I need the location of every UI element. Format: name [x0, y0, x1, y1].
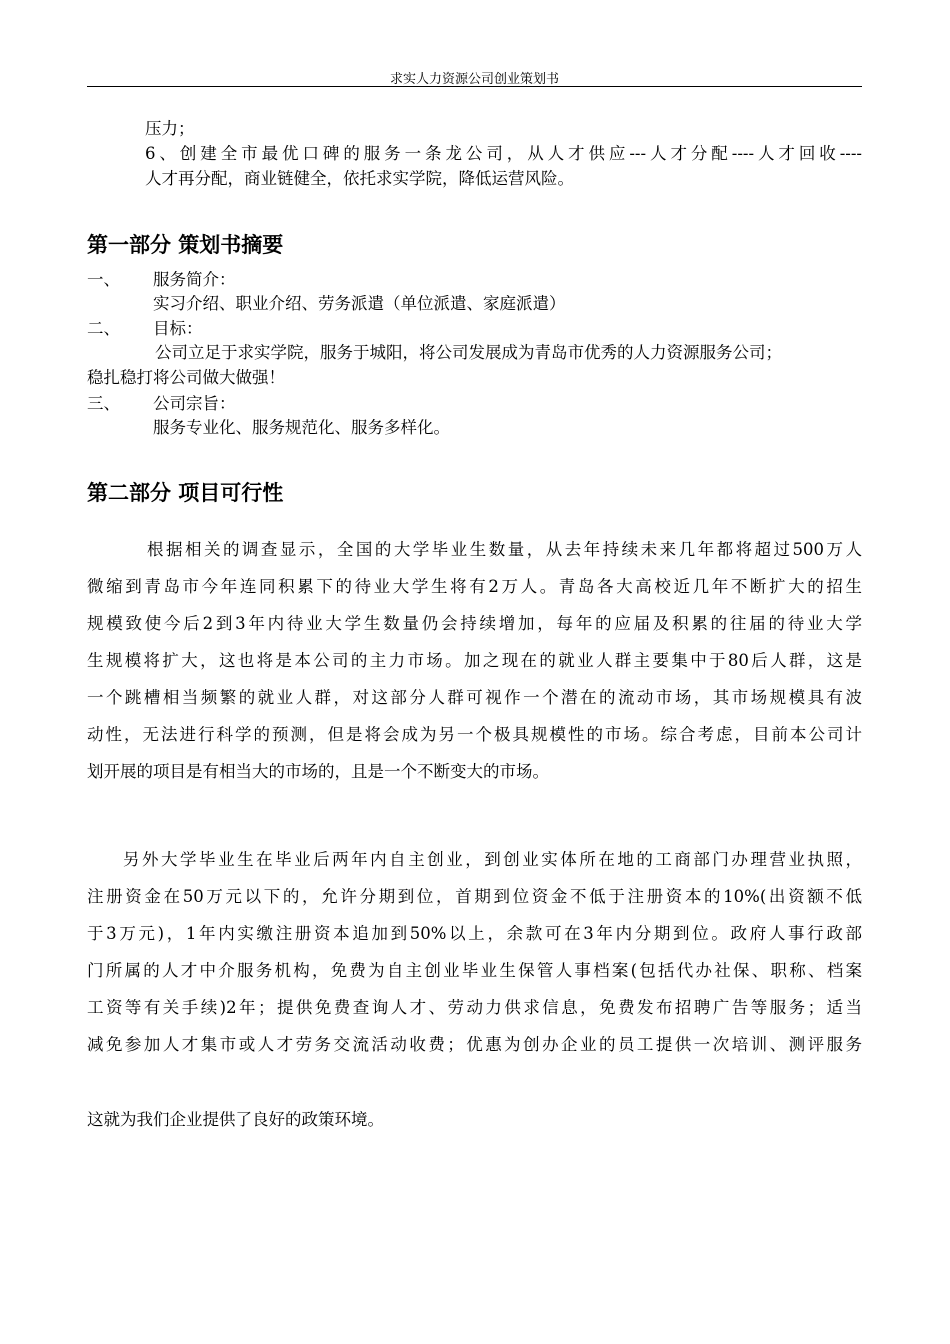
- paragraph-line: 规模致使今后2到3年内待业大学生数量仍会持续增加，每年的应届及积累的往届的待业大学: [87, 614, 862, 633]
- item-label: 目标：: [153, 319, 203, 338]
- section-heading-part2: 第二部分 项目可行性: [87, 480, 284, 505]
- paragraph-line: 划开展的项目是有相当大的市场的，且是一个不断变大的市场。: [87, 762, 549, 781]
- paragraph-line: 这就为我们企业提供了良好的政策环境。: [87, 1110, 384, 1129]
- item-body: 公司立足于求实学院，服务于城阳，将公司发展成为青岛市优秀的人力资源服务公司；: [155, 343, 782, 362]
- intro-line: 6、创建全市最优口碑的服务一条龙公司，从人才供应---人才分配----人才回收----: [145, 144, 862, 163]
- item-number: 二、: [87, 319, 120, 338]
- paragraph-line: 生规模将扩大，这也将是本公司的主力市场。加之现在的就业人群主要集中于80后人群，这是: [87, 651, 862, 670]
- item-number: 三、: [87, 394, 120, 413]
- item-body: 服务专业化、服务规范化、服务多样化。: [153, 418, 450, 437]
- header-rule: [87, 86, 862, 87]
- page-header: 求实人力资源公司创业策划书: [389, 72, 559, 87]
- paragraph-line: 于3万元)，1年内实缴注册资本追加到50%以上，余款可在3年内分期到位。政府人事行政部: [87, 924, 862, 943]
- paragraph-line: 另外大学毕业生在毕业后两年内自主创业，到创业实体所在地的工商部门办理营业执照，: [123, 850, 862, 869]
- paragraph-line: 注册资金在50万元以下的，允许分期到位，首期到位资金不低于注册资本的10%(出资额不低: [87, 887, 862, 906]
- item-body: 实习介绍、职业介绍、劳务派遣（单位派遣、家庭派遣）: [153, 294, 566, 313]
- intro-line: 压力；: [145, 119, 195, 138]
- paragraph-line: 门所属的人才中介服务机构，免费为自主创业毕业生保管人事档案(包括代办社保、职称、档案: [87, 961, 862, 980]
- paragraph-line: 工资等有关手续)2年；提供免费查询人才、劳动力供求信息，免费发布招聘广告等服务；适当: [87, 998, 862, 1017]
- section-heading-part1: 第一部分 策划书摘要: [87, 232, 284, 257]
- paragraph-line: 动性，无法进行科学的预测，但是将会成为另一个极具规模性的市场。综合考虑，目前本公司计: [87, 725, 862, 744]
- item-body: 稳扎稳打将公司做大做强！: [87, 368, 285, 387]
- paragraph-line: 一个跳槽相当频繁的就业人群，对这部分人群可视作一个潜在的流动市场，其市场规模具有波: [87, 688, 862, 707]
- item-label: 公司宗旨：: [153, 394, 236, 413]
- item-number: 一、: [87, 270, 120, 289]
- intro-line: 人才再分配，商业链健全，依托求实学院，降低运营风险。: [145, 169, 574, 188]
- item-label: 服务简介：: [153, 270, 236, 289]
- paragraph-line: 根据相关的调查显示，全国的大学毕业生数量，从去年持续未来几年都将超过500万人: [147, 540, 862, 559]
- paragraph-line: 减免参加人才集市或人才劳务交流活动收费；优惠为创办企业的员工提供一次培训、测评服务: [87, 1035, 862, 1054]
- paragraph-line: 微缩到青岛市今年连同积累下的待业大学生将有2万人。青岛各大高校近几年不断扩大的招生: [87, 577, 862, 596]
